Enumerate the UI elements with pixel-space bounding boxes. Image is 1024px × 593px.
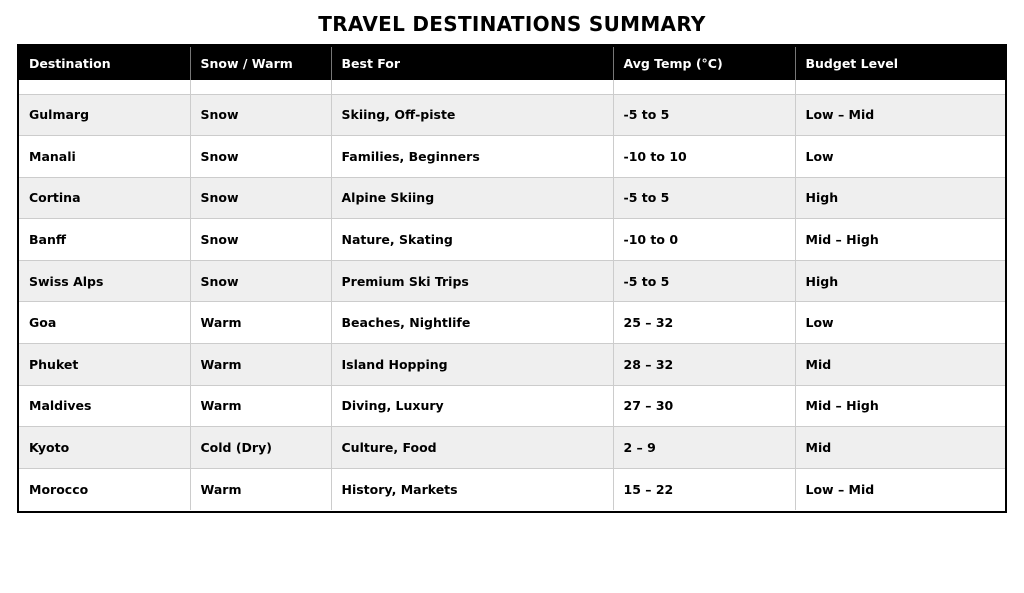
- cell-best-for: Premium Ski Trips: [331, 260, 613, 302]
- cell-avg-temp: 27 – 30: [613, 385, 795, 427]
- header-spacer-row: [19, 80, 1005, 94]
- table-row: [19, 385, 1005, 427]
- cell-destination: Maldives: [19, 385, 190, 427]
- table-row: [19, 219, 1005, 261]
- cell-best-for: Culture, Food: [331, 427, 613, 469]
- cell-best-for: Nature, Skating: [331, 219, 613, 261]
- cell-snow-warm: Warm: [190, 344, 331, 386]
- table-row: [19, 468, 1005, 510]
- column-header-avg-temp: Avg Temp (°C): [613, 47, 795, 80]
- cell-best-for: Beaches, Nightlife: [331, 302, 613, 344]
- cell-snow-warm: Snow: [190, 177, 331, 219]
- table-row: [19, 260, 1005, 302]
- cell-budget-level: High: [795, 260, 1005, 302]
- cell-snow-warm: Warm: [190, 385, 331, 427]
- cell-destination: Banff: [19, 219, 190, 261]
- cell-budget-level: Mid – High: [795, 385, 1005, 427]
- cell-best-for: Diving, Luxury: [331, 385, 613, 427]
- table-row: [19, 302, 1005, 344]
- cell-best-for: Alpine Skiing: [331, 177, 613, 219]
- cell-avg-temp: 28 – 32: [613, 344, 795, 386]
- page-title: TRAVEL DESTINATIONS SUMMARY: [318, 12, 706, 36]
- cell-snow-warm: Warm: [190, 468, 331, 510]
- cell-best-for: History, Markets: [331, 468, 613, 510]
- cell-best-for: Skiing, Off-piste: [331, 94, 613, 136]
- table-row: [19, 427, 1005, 469]
- cell-destination: Swiss Alps: [19, 260, 190, 302]
- cell-avg-temp: -5 to 5: [613, 260, 795, 302]
- column-header-snow-warm: Snow / Warm: [190, 47, 331, 80]
- cell-budget-level: Mid: [795, 427, 1005, 469]
- column-header-best-for: Best For: [331, 47, 613, 80]
- cell-destination: Phuket: [19, 344, 190, 386]
- cell-destination: Goa: [19, 302, 190, 344]
- table-row: [19, 344, 1005, 386]
- cell-avg-temp: 25 – 32: [613, 302, 795, 344]
- cell-destination: Morocco: [19, 468, 190, 510]
- cell-avg-temp: -10 to 10: [613, 136, 795, 178]
- cell-snow-warm: Snow: [190, 219, 331, 261]
- table-header-row: [19, 47, 1005, 80]
- cell-snow-warm: Snow: [190, 136, 331, 178]
- cell-avg-temp: 15 – 22: [613, 468, 795, 510]
- destinations-table: [17, 44, 1007, 513]
- cell-budget-level: Low – Mid: [795, 94, 1005, 136]
- cell-budget-level: High: [795, 177, 1005, 219]
- cell-best-for: Island Hopping: [331, 344, 613, 386]
- column-header-destination: Destination: [29, 56, 111, 71]
- cell-avg-temp: -10 to 0: [613, 219, 795, 261]
- cell-destination: Cortina: [19, 177, 190, 219]
- cell-budget-level: Low: [795, 136, 1005, 178]
- cell-destination: Kyoto: [19, 427, 190, 469]
- column-header-budget-level: Budget Level: [795, 47, 1005, 80]
- cell-budget-level: Low – Mid: [795, 468, 1005, 510]
- table-row: [19, 94, 1005, 136]
- cell-budget-level: Low: [795, 302, 1005, 344]
- cell-budget-level: Mid: [795, 344, 1005, 386]
- cell-avg-temp: -5 to 5: [613, 94, 795, 136]
- cell-budget-level: Mid – High: [795, 219, 1005, 261]
- cell-destination: Manali: [19, 136, 190, 178]
- table-row: [19, 177, 1005, 219]
- cell-snow-warm: Warm: [190, 302, 331, 344]
- cell-avg-temp: -5 to 5: [613, 177, 795, 219]
- table-row: [19, 136, 1005, 178]
- cell-snow-warm: Cold (Dry): [190, 427, 331, 469]
- cell-destination: Gulmarg: [19, 94, 190, 136]
- cell-snow-warm: Snow: [190, 260, 331, 302]
- cell-best-for: Families, Beginners: [331, 136, 613, 178]
- cell-avg-temp: 2 – 9: [613, 427, 795, 469]
- cell-snow-warm: Snow: [190, 94, 331, 136]
